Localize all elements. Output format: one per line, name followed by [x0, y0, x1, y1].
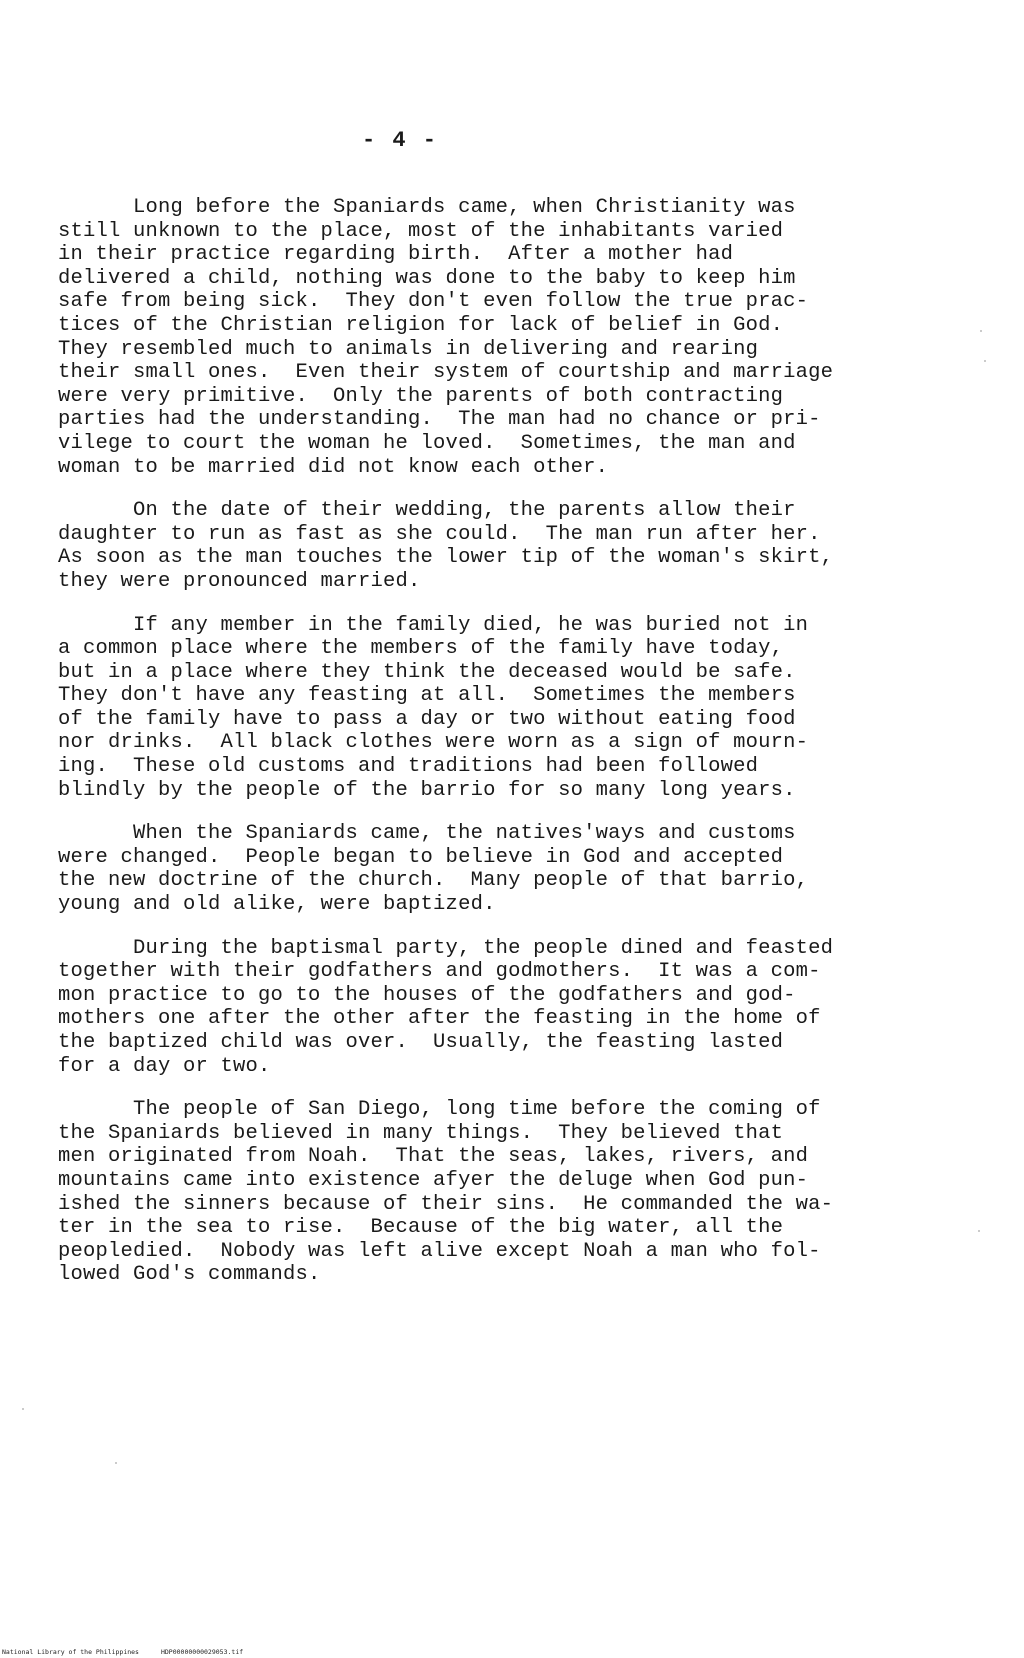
text-line: daughter to run as fast as she could. The man run after her. — [58, 522, 821, 546]
text-line: men originated from Noah. That the seas, lakes, rivers, and — [58, 1145, 809, 1169]
scan-speck — [22, 1408, 24, 1410]
paragraph — [58, 1098, 978, 1287]
text-line: blindly by the people of the barrio for so many long years. — [58, 778, 796, 802]
text-line: The people of San Diego, long time before the coming of — [58, 1098, 821, 1122]
scan-speck — [984, 360, 986, 362]
paragraph — [58, 196, 978, 479]
text-line: nor drinks. All black clothes were worn as a sign of mourn- — [58, 731, 809, 755]
paragraph — [58, 937, 978, 1079]
text-line: They don't have any feasting at all. Sometimes the members — [58, 684, 796, 708]
text-line: tices of the Christian religion for lack of belief in God. — [58, 313, 784, 337]
text-line: were changed. People began to believe in God and accepted — [58, 845, 784, 869]
text-line: mothers one after the other after the feasting in the home of — [58, 1007, 821, 1031]
text-line: a common place where the members of the family have today, — [58, 637, 784, 661]
text-line: vilege to court the woman he loved. Sometimes, the man and — [58, 431, 796, 455]
text-line: They resembled much to animals in delivering and rearing — [58, 337, 759, 361]
text-line: ished the sinners because of their sins. He commanded the wa- — [58, 1192, 834, 1216]
paragraph — [58, 499, 978, 593]
text-line: in their practice regarding birth. After a mother had — [58, 243, 734, 267]
text-line: the baptized child was over. Usually, the feasting lasted — [58, 1031, 784, 1054]
paragraph — [58, 614, 978, 803]
text-line: mountains came into existence afyer the deluge when God pun- — [58, 1168, 809, 1192]
text-line: delivered a child, nothing was done to the baby to keep him — [58, 266, 796, 290]
footer-library: National Library of the Philippines — [2, 1648, 139, 1656]
text-line: were very primitive. Only the parents of both contracting — [58, 384, 784, 408]
text-line: together with their godfathers and godmothers. It was a com- — [58, 960, 821, 984]
scan-footer — [2, 1648, 265, 1656]
text-line: but in a place where they think the deceased would be safe. — [58, 660, 796, 684]
page-number: - 4 - — [361, 128, 438, 153]
text-line: parties had the understanding. The man had no chance or pri- — [58, 408, 821, 432]
scan-speck — [115, 1462, 117, 1464]
footer-file: HDP00000000029053.tif — [160, 1648, 244, 1656]
text-line: for a day or two. — [58, 1054, 271, 1078]
text-line: During the baptismal party, the people dined and feasted — [58, 936, 834, 960]
text-line: ter in the sea to rise. Because of the big water, all the — [58, 1216, 784, 1240]
text-line: the new doctrine of the church. Many people of that barrio, — [58, 869, 809, 893]
text-line: the Spaniards believed in many things. They believed that — [58, 1121, 784, 1145]
paragraph — [58, 822, 978, 916]
text-line: ing. These old customs and traditions had been followed — [58, 755, 759, 779]
text-line: If any member in the family died, he was buried not in — [58, 613, 809, 637]
text-line: they were pronounced married. — [58, 569, 421, 593]
text-line: still unknown to the place, most of the inhabitants varied — [58, 219, 784, 243]
text-line: their small ones. Even their system of courtship and marriage — [58, 361, 834, 385]
text-line: When the Spaniards came, the natives'ways and customs — [58, 822, 796, 846]
scan-speck — [980, 330, 982, 332]
scan-speck — [978, 1230, 980, 1232]
text-line: lowed God's commands. — [58, 1263, 321, 1287]
document-body — [58, 196, 978, 1307]
text-line: safe from being sick. They don't even follow the true prac- — [58, 290, 809, 314]
text-line: On the date of their wedding, the parents allow their — [58, 499, 796, 523]
text-line: As soon as the man touches the lower tip of the woman's skirt, — [58, 546, 834, 570]
text-line: young and old alike, were baptized. — [58, 893, 496, 917]
text-line: peopledied. Nobody was left alive except Noah a man who fol- — [58, 1239, 821, 1263]
text-line: of the family have to pass a day or two without eating food — [58, 707, 796, 731]
text-line: woman to be married did not know each other. — [58, 455, 609, 479]
text-line: mon practice to go to the houses of the godfathers and god- — [58, 983, 796, 1007]
text-line: Long before the Spaniards came, when Christianity was — [58, 196, 796, 219]
